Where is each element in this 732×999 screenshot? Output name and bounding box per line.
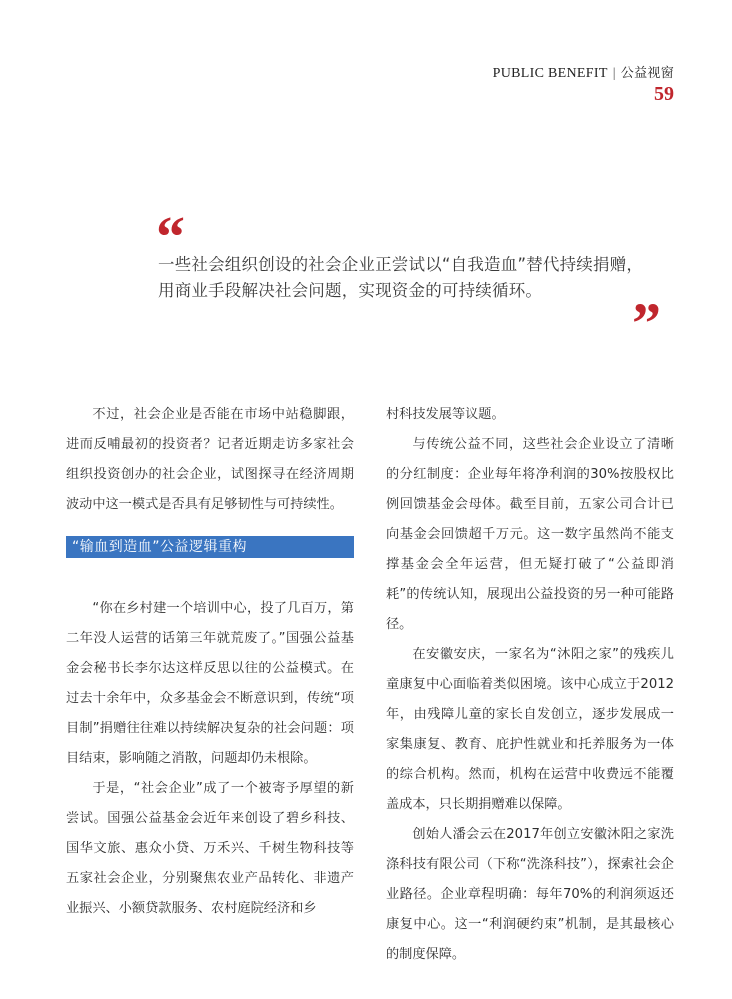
right-column [386,400,674,970]
pull-quote-line-1: 一些社会组织创设的社会企业正尝试以“自我造血”替代持续捐赠， [158,255,644,274]
continued-paragraph: 村科技发展等议题。 [386,407,505,422]
left-column [66,400,354,924]
open-quote-mark: “ [156,204,185,269]
header-section-cn: 公益视窗 [620,66,674,81]
close-quote-mark: ” [632,291,661,356]
running-header [493,62,674,105]
header-section-en: PUBLIC BENEFIT [492,66,608,81]
body-paragraph: “你在乡村建一个培训中心，投了几百万，第二年没人运营的话第三年就荒废了。”国强公益基金会秘书长李尔达这样反思以往的公益模式。在过去十余年中，众多基金会不断意识到，传统“项目制”捐赠往往难以持续解决复杂的社会问题：项目结束，影响随之消散，问题却仍未根除。 [66,601,354,766]
body-paragraph: 在安徽安庆，一家名为“沐阳之家”的残疾儿童康复中心面临着类似困境。该中心成立于2012年，由残障儿童的家长自发创立，逐步发展成一家集康复、教育、庇护性就业和托养服务为一体的综合机构。然而，机构在运营中收费远不能覆盖成本，只长期捐赠难以保障。 [386,647,674,812]
body-paragraph: 于是，“社会企业”成了一个被寄予厚望的新尝试。国强公益基金会近年来创设了碧乡科技、国华文旅、惠众小贷、万禾兴、千树生物科技等五家社会企业，分别聚焦农业产品转化、非遗产业振兴、小额贷款服务、农村庭院经济和乡 [66,781,354,916]
body-paragraph: 与传统公益不同，这些社会企业设立了清晰的分红制度：企业每年将净利润的30%按股权比例回馈基金会母体。截至目前，五家公司合计已向基金会回馈超千万元。这一数字虽然尚不能支撑基金会全年运营，但无疑打破了“公益即消耗”的传统认知，展现出公益投资的另一种可能路径。 [386,437,674,632]
pull-quote-line-2: 用商业手段解决社会问题，实现资金的可持续循环。 [158,281,543,300]
section-heading: “输血到造血”公益逻辑重构 [66,536,354,558]
header-separator: | [612,66,616,81]
intro-paragraph: 不过，社会企业是否能在市场中站稳脚跟，进而反哺最初的投资者？记者近期走访多家社会组织投资创办的社会企业，试图探寻在经济周期波动中这一模式是否具有足够韧性与可持续性。 [66,407,354,512]
pull-quote [158,252,678,304]
page-number: 59 [654,83,674,105]
body-paragraph: 创始人潘会云在2017年创立安徽沐阳之家洗涤科技有限公司（下称“洗涤科技”），探索社会企业路径。企业章程明确：每年70%的利润须返还康复中心。这一“利润硬约束”机制，是其最核心的制度保障。 [386,827,674,962]
header-section-title [493,62,674,82]
